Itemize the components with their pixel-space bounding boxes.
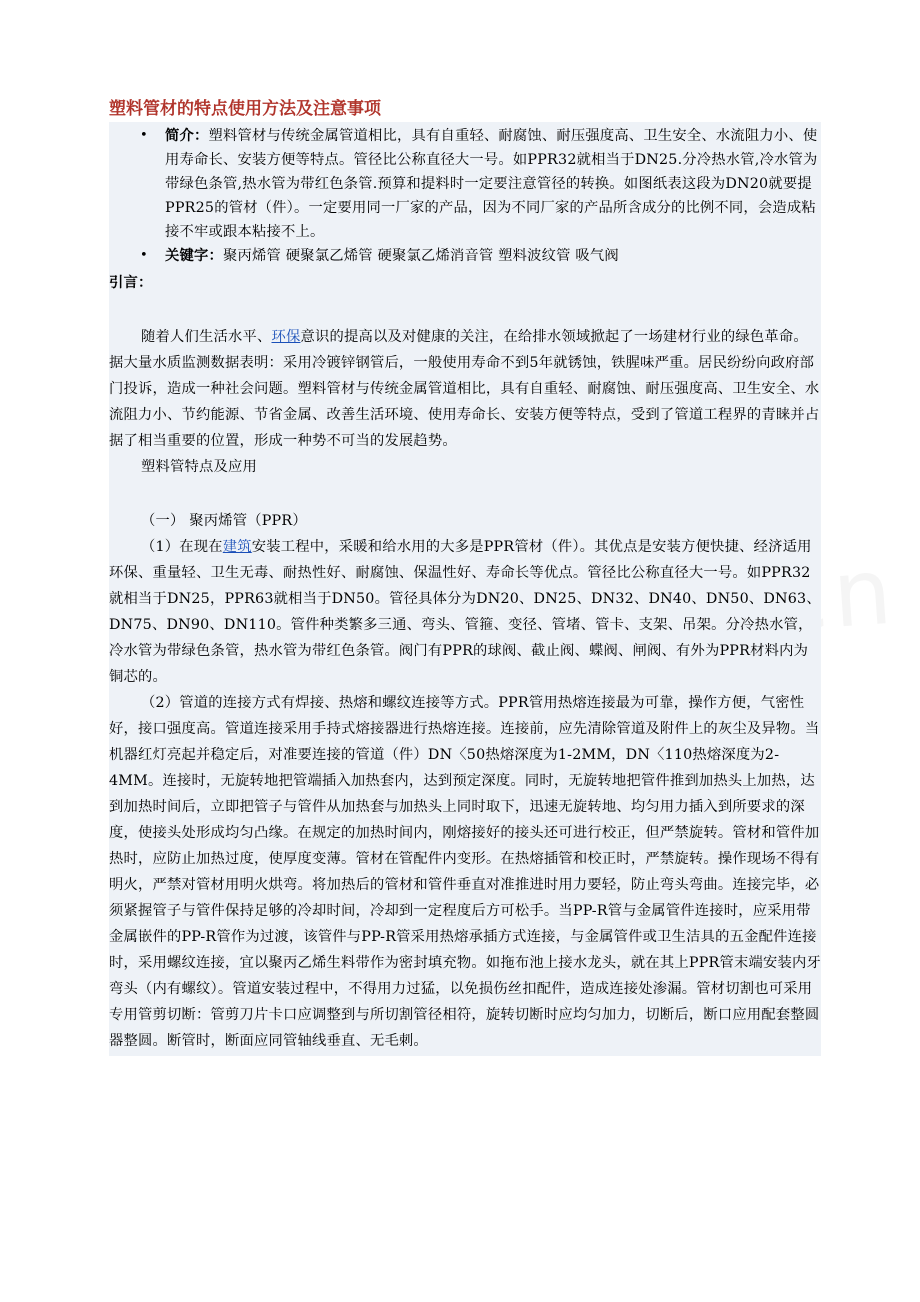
para1-text-after: 安装工程中，采暖和给水用的大多是PPR管材（件）。其优点是安装方便快捷、经济适用环保、重量轻、卫生无毒、耐热性好、耐腐蚀、保温性好、寿命长等优点。管径比公称直径大一号。如PPR32 就相当于DN25，PPR63就相当于DN50。管径具体分为DN20、DN25、DN32、DN40、DN50、DN63、DN75、DN90、DN110。管件种类繁多三通、弯头、管箍、变径、管堵、管卡、支架、吊架。分冷热水管，冷水管为带绿色条管，热水管为带红色条管。阀门有PPR的球阀、截止阀、蝶阀、闸阀、有外为PPR材料内为铜芯的。 — [109, 539, 821, 685]
spacer — [109, 480, 821, 508]
keywords-item — [109, 244, 821, 268]
summary-block — [109, 122, 821, 270]
para1-text-before: （1）在现在 — [141, 539, 223, 555]
keywords-text: 聚丙烯管 硬聚氯乙烯管 硬聚氯乙烯消音管 塑料波纹管 吸气阀 — [223, 248, 619, 264]
summary-label: 简介： — [165, 128, 209, 144]
article-body — [109, 270, 821, 1056]
building-link[interactable]: 建筑 — [222, 539, 252, 555]
intro-paragraph — [109, 324, 821, 454]
environment-link[interactable]: 环保 — [271, 329, 301, 345]
intro-text-after: 意识的提高以及对健康的关注，在给排水领域掀起了一场建材行业的绿色革命。据大量水质监测数据表明：采用冷镀锌钢管后，一般使用寿命不到5年就锈蚀，铁腥味严重。居民纷纷向政府部门投诉，造成一种社会问题。塑料管材与传统金属管道相比，具有自重轻、耐腐蚀、耐压强度高、卫生安全、水流阻力小、节约能源、节省金属、改善生活环境、使用寿命长、安装方便等特点，受到了管道工程界的青睐并占据了相当重要的位置，形成一种势不可当的发展趋势。 — [109, 329, 820, 449]
bullet-icon: • — [140, 248, 148, 263]
subsection-heading: （一） 聚丙烯管（PPR） — [141, 513, 307, 529]
spacer — [109, 296, 821, 324]
keywords-label: 关键字： — [165, 248, 223, 264]
paragraph-2: （2）管道的连接方式有焊接、热熔和螺纹连接等方式。PPR管用热熔连接最为可靠，操作方便，气密性好，接口强度高。管道连接采用手持式熔接器进行热熔连接。连接前，应先清除管道及附件上的灰尘及异物。当机器红灯亮起并稳定后，对准要连接的管道（件）DN〈50热熔深度为1-2MM，DN〈110热熔深度为2-4MM。连接时，无旋转地把管端插入加热套内，达到预定深度。同时，无旋转地把管件推到加热头上加热，达到加热时间后，立即把管子与管件从加热套与加热头上同时取下，迅速无旋转地、均匀用力插入到所要求的深度，使接头处形成均匀凸缘。在规定的加热时间内，刚熔接好的接头还可进行校正，但严禁旋转。管材和管件加热时，应防止加热过度，使厚度变薄。管材在管配件内变形。在热熔插管和校正时，严禁旋转。操作现场不得有明火，严禁对管材用明火烘弯。将加热后的管材和管件垂直对准推进时用力要轻，防止弯头弯曲。连接完毕，必须紧握管子与管件保持足够的冷却时间，冷却到一定程度后方可松手。当PP-R管与金属管件连接时，应采用带金属嵌件的PP-R管作为过渡，该管件与PP-R管采用热熔承插方式连接，与金属管件或卫生洁具的五金配件连接时，采用螺纹连接，宜以聚丙乙烯生料带作为密封填充物。如拖布池上接水龙头，就在其上PPR管末端安装内牙弯头（内有螺纹）。管道安装过程中，不得用力过猛，以免损伤丝扣配件，造成连接处渗漏。管材切割也可采用专用管剪切断：管剪刀片卡口应调整到与所切割管径相符，旋转切断时应均匀加力，切断后，断口应用配套整圆器整圆。断管时，断面应同管轴线垂直、无毛刺。 — [109, 695, 821, 1049]
summary-item — [109, 124, 821, 244]
summary-list — [109, 124, 821, 268]
summary-text: 塑料管材与传统金属管道相比，具有自重轻、耐腐蚀、耐压强度高、卫生安全、水流阻力小、使用寿命长、安装方便等特点。管径比公称直径大一号。如PPR32就相当于DN25.分冷热水管,冷水管为带绿色条管,热水管为带红色条管.预算和提料时一定要注意管径的转换。如图纸表这段为DN20就要提 PPR25的管材（件）。一定要用同一厂家的产品，因为不同厂家的产品所含成分的比例不同，会造成粘接不牢或跟本粘接不上。 — [165, 128, 818, 240]
paragraph-1 — [109, 534, 821, 690]
bullet-icon: • — [140, 128, 148, 143]
intro-text-before: 随着人们生活水平、 — [141, 329, 272, 345]
article-title: 塑料管材的特点使用方法及注意事项 — [109, 99, 381, 119]
article — [109, 96, 821, 1056]
intro-label: 引言： — [109, 275, 153, 291]
section-heading: 塑料管特点及应用 — [141, 459, 257, 475]
